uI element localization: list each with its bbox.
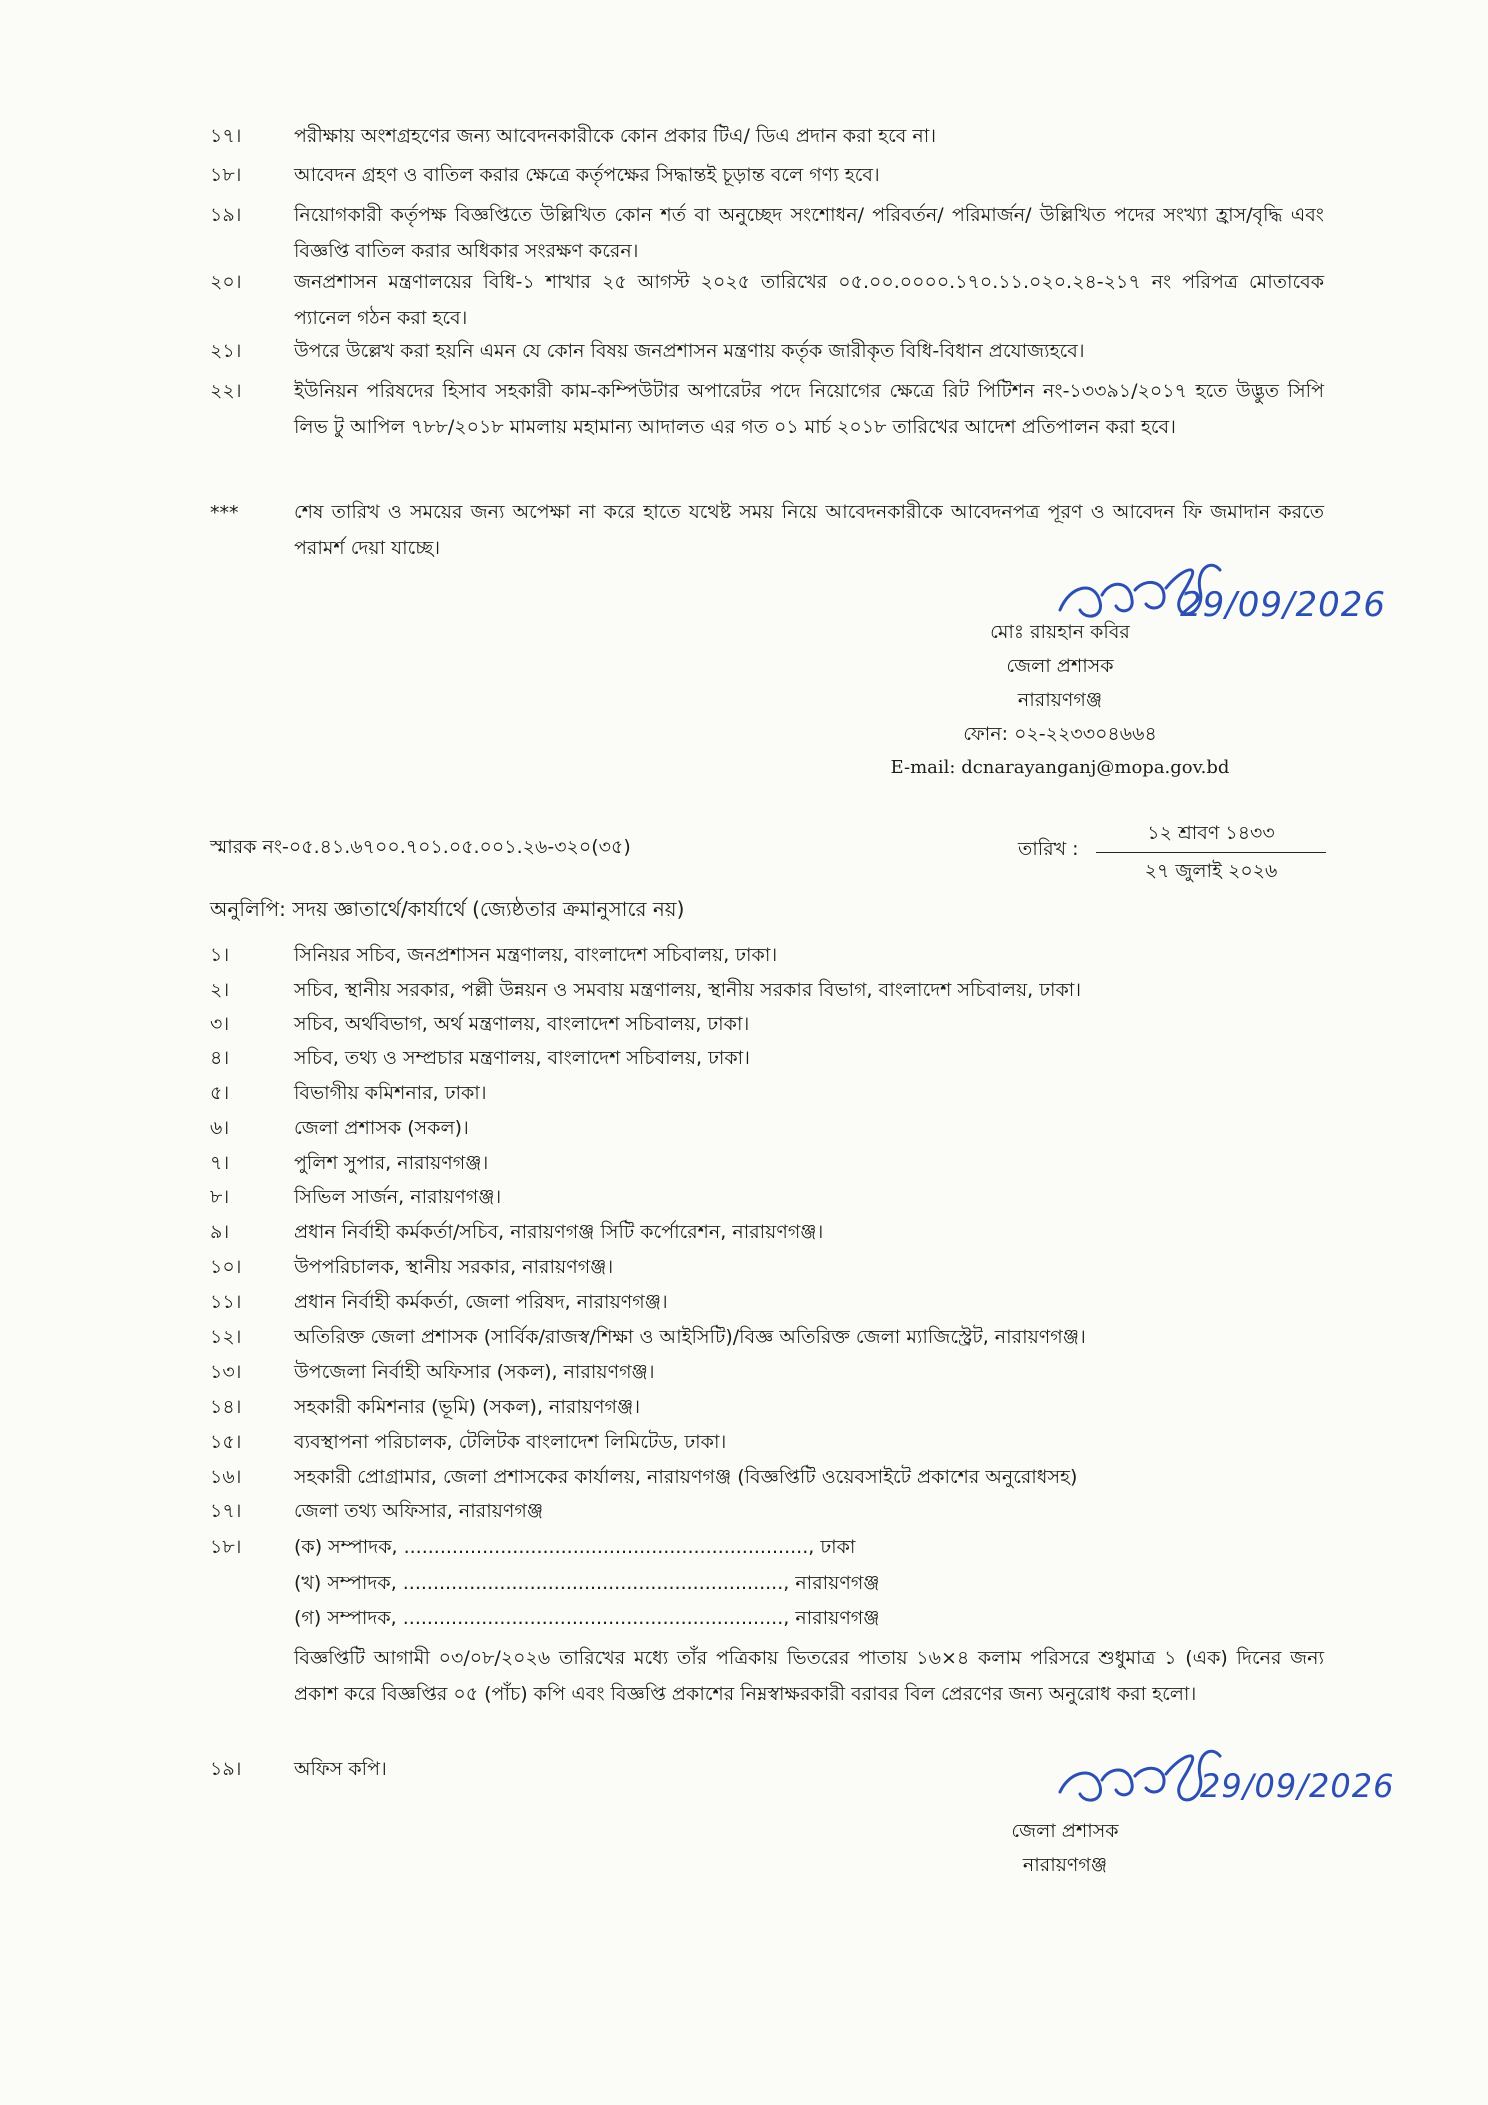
footer-signature-date: 29/09/2026 (1200, 1767, 1395, 1805)
condition-number: ২২। (210, 380, 242, 402)
copy-recipient: সচিব, অর্থবিভাগ, অর্থ মন্ত্রণালয়, বাংলাদেশ সচিবালয়, ঢাকা। (294, 1013, 750, 1035)
copy-number: ৬। (210, 1117, 230, 1139)
condition-text: পরীক্ষায় অংশগ্রহণের জন্য আবেদনকারীকে কোন প্রকার টিএ/ ডিএ প্রদান করা হবে না। (294, 125, 937, 147)
copy-number: ১৭। (210, 1500, 242, 1522)
copy-number: ১৫। (210, 1431, 242, 1453)
copy-recipient: সচিব, তথ্য ও সম্প্রচার মন্ত্রণালয়, বাংলাদেশ সচিবালয়, ঢাকা। (294, 1047, 750, 1069)
condition-text: শেষ তারিখ ও সময়ের জন্য অপেক্ষা না করে হাতে যথেষ্ট সময় নিয়ে আবেদনকারীকে আবেদনপত্র পূরণ ও আবেদন ফি জমাদান করতে পরামর্শ দেয়া যাচ্ছে। (294, 501, 1324, 559)
memo-date-label: তারিখ : (1018, 838, 1079, 860)
copy-recipient: অফিস কপি। (294, 1758, 387, 1780)
memo-date-box (1096, 818, 1326, 890)
copy-recipient: জেলা প্রশাসক (সকল)। (294, 1117, 469, 1139)
signature-date: 29/09/2026 (1180, 585, 1386, 625)
editor-line: (ক) সম্পাদক, ..................................................................., ঢাকা (294, 1536, 856, 1558)
condition-number: ২০। (210, 271, 242, 293)
copy-recipient: প্রধান নির্বাহী কর্মকর্তা, জেলা পরিষদ, নারায়ণগঞ্জ। (294, 1291, 668, 1313)
copy-number: ১। (210, 944, 230, 966)
copy-recipient: পুলিশ সুপার, নারায়ণগঞ্জ। (294, 1152, 489, 1174)
condition-text: উপরে উল্লেখ করা হয়নি এমন যে কোন বিষয় জনপ্রশাসন মন্ত্রণায় কর্তৃক জারীকৃত বিধি-বিধান প্রযোজ্যহবে। (294, 340, 1085, 362)
condition-number: ১৯। (210, 204, 242, 226)
editor-line: (গ) সম্পাদক, ..............................................................., নারায়ণগঞ্জ (294, 1607, 880, 1629)
footer-signatory-block (940, 1814, 1190, 1882)
condition-number: *** (210, 502, 239, 524)
copy-recipient: ব্যবস্থাপনা পরিচালক, টেলিটক বাংলাদেশ লিমিটেড, ঢাকা। (294, 1431, 727, 1453)
signatory-block (880, 615, 1240, 785)
copy-recipient: অতিরিক্ত জেলা প্রশাসক (সার্বিক/রাজস্ব/শিক্ষা ও আইসিটি)/বিজ্ঞ অতিরিক্ত জেলা ম্যাজিস্ট্রেট, নারায়ণগঞ্জ। (294, 1326, 1086, 1348)
footer-signatory-designation: জেলা প্রশাসক (1011, 1820, 1119, 1842)
memo-number: স্মারক নং-০৫.৪১.৬৭০০.৭০১.০৫.০০১.২৬-৩২০(৩৫) (210, 836, 631, 858)
signatory-phone: ফোন: ০২-২২৩৩০৪৬৬৪ (963, 723, 1157, 745)
signatory-name: মোঃ রায়হান কবির (990, 621, 1130, 643)
copy-number: ১২। (210, 1326, 242, 1348)
copy-number: ১৪। (210, 1396, 242, 1418)
copy-number: ১৩। (210, 1361, 242, 1383)
condition-text: নিয়োগকারী কর্তৃপক্ষ বিজ্ঞপ্তিতে উল্লিখিত কোন শর্ত বা অনুচ্ছেদ সংশোধন/ পরিবর্তন/ পরিমার্জন/ উল্লিখিত পদের সংখ্যা হ্রাস/বৃদ্ধি এবং বিজ্ঞপ্তি বাতিল করার অধিকার সংরক্ষণ করেন। (294, 204, 1324, 262)
condition-number: ১৮। (210, 164, 242, 186)
condition-number: ১৭। (210, 125, 242, 147)
copy-number: ৮। (210, 1186, 230, 1208)
copy-number: ৪। (210, 1047, 230, 1069)
copy-number: ২। (210, 979, 230, 1001)
copy-heading: অনুলিপি: সদয় জ্ঞাতার্থে/কার্যার্থে (জ্যেষ্ঠতার ক্রমানুসারে নয়) (210, 897, 685, 921)
copy-recipient: সচিব, স্থানীয় সরকার, পল্লী উন্নয়ন ও সমবায় মন্ত্রণালয়, স্থানীয় সরকার বিভাগ, বাংলাদেশ সচিবালয়, ঢাকা। (294, 979, 1082, 1001)
copy-recipient: উপপরিচালক, স্থানীয় সরকার, নারায়ণগঞ্জ। (294, 1256, 614, 1278)
copy-recipient: সিনিয়র সচিব, জনপ্রশাসন মন্ত্রণালয়, বাংলাদেশ সচিবালয়, ঢাকা। (294, 944, 778, 966)
copy-number: ১৮। (210, 1536, 242, 1558)
footer-signatory-district: নারায়ণগঞ্জ (1022, 1854, 1108, 1876)
editor-line: (খ) সম্পাদক, ..............................................................., নারায়ণগঞ্জ (294, 1572, 880, 1594)
signatory-district: নারায়ণগঞ্জ (1017, 689, 1103, 711)
copy-number: ১৯। (210, 1758, 242, 1780)
copy-recipient: সহকারী কমিশনার (ভূমি) (সকল), নারায়ণগঞ্জ। (294, 1396, 641, 1418)
memo-date-bangla: ১২ শ্রাবণ ১৪৩৩ (1147, 822, 1275, 844)
copy-number: ১৬। (210, 1466, 242, 1488)
copy-recipient: জেলা তথ্য অফিসার, নারায়ণগঞ্জ (294, 1500, 544, 1522)
copy-recipient: বিভাগীয় কমিশনার, ঢাকা। (294, 1082, 487, 1104)
copy-recipient: প্রধান নির্বাহী কর্মকর্তা/সচিব, নারায়ণগঞ্জ সিটি কর্পোরেশন, নারায়ণগঞ্জ। (294, 1221, 824, 1243)
copy-number: ১০। (210, 1256, 242, 1278)
condition-text: ইউনিয়ন পরিষদের হিসাব সহকারী কাম-কম্পিউটার অপারেটর পদে নিয়োগের ক্ষেত্রে রিট পিটিশন নং-১৩৩৯১/২০১৭ হতে উদ্ভুত সিপি লিভ টু আপিল ৭৮৮/২০১৮ মামলায় মহামান্য আদালত এর গত ০১ মার্চ ২০১৮ তারিখের আদেশ প্রতিপালন করা হবে। (294, 380, 1324, 438)
copy-number: ৩। (210, 1013, 230, 1035)
copy-recipient: উপজেলা নির্বাহী অফিসার (সকল), নারায়ণগঞ্জ। (294, 1361, 655, 1383)
condition-number: ২১। (210, 340, 242, 362)
memo-date-gregorian: ২৭ জুলাই ২০২৬ (1144, 860, 1278, 882)
copy-recipient: সহকারী প্রোগ্রামার, জেলা প্রশাসকের কার্যালয়, নারায়ণগঞ্জ (বিজ্ঞপ্তিটি ওয়েবসাইটে প্রকাশের অনুরোধসহ) (294, 1466, 1078, 1488)
copy-number: ৫। (210, 1082, 230, 1104)
condition-text: জনপ্রশাসন মন্ত্রণালয়ের বিধি-১ শাখার ২৫ আগস্ট ২০২৫ তারিখের ০৫.০০.০০০০.১৭০.১১.০২০.২৪-২১৭ নং পরিপত্র মোতাবেক প্যানেল গঠন করা হবে। (294, 271, 1324, 329)
signatory-email: E-mail: dcnarayanganj@mopa.gov.bd (890, 757, 1230, 778)
copy-number: ৯। (210, 1221, 230, 1243)
date-divider (1096, 852, 1326, 853)
editor-note: বিজ্ঞপ্তিটি আগামী ০৩/০৮/২০২৬ তারিখের মধ্যে তাঁর পত্রিকায় ভিতরের পাতায় ১৬×৪ কলাম পরিসরে শুধুমাত্র ১ (এক) দিনের জন্য প্রকাশ করে বিজ্ঞপ্তির ০৫ (পাঁচ) কপি এবং বিজ্ঞপ্তি প্রকাশের নিম্নস্বাক্ষরকারী বরাবর বিল প্রেরণের জন্য অনুরোধ করা হলো। (294, 1647, 1324, 1705)
signatory-designation: জেলা প্রশাসক (1006, 655, 1114, 677)
copy-number: ১১। (210, 1291, 242, 1313)
condition-text: আবেদন গ্রহণ ও বাতিল করার ক্ষেত্রে কর্তৃপক্ষের সিদ্ধান্তই চূড়ান্ত বলে গণ্য হবে। (294, 164, 880, 186)
copy-number: ৭। (210, 1152, 230, 1174)
copy-recipient: সিভিল সার্জন, নারায়ণগঞ্জ। (294, 1186, 502, 1208)
